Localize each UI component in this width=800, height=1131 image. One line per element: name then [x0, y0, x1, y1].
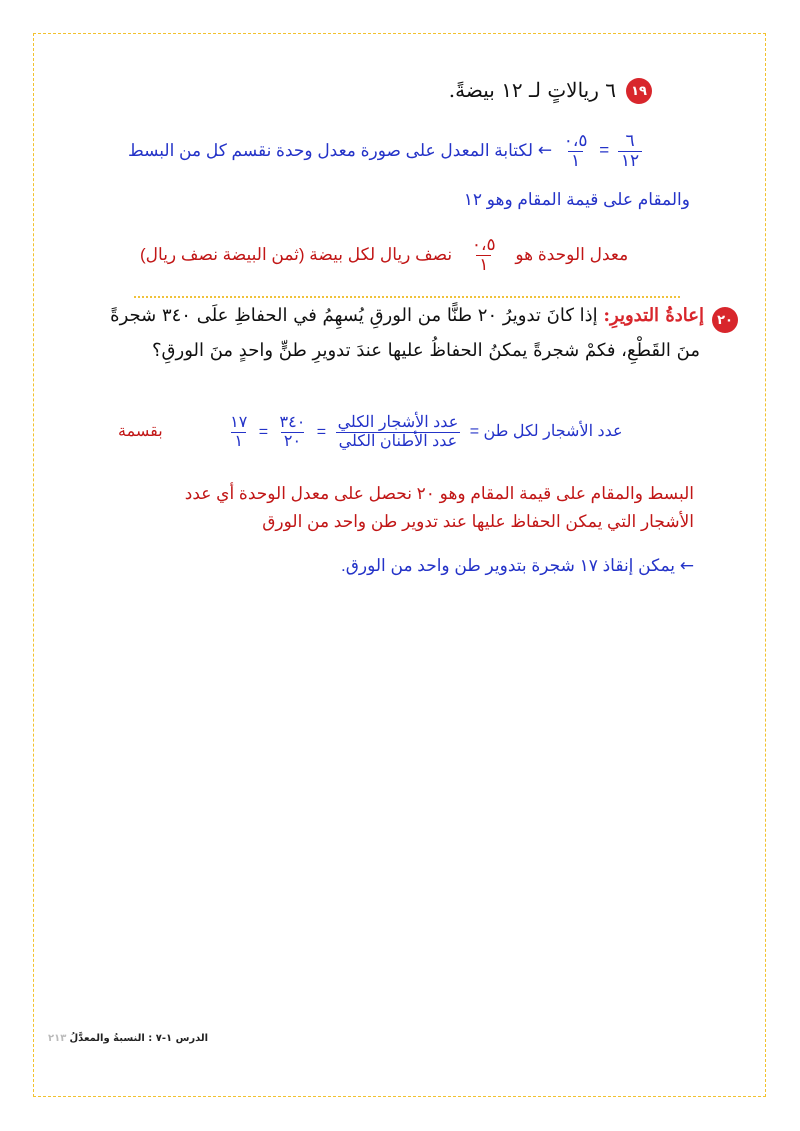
answer-20-conclusion: يمكن إنقاذ ١٧ شجرة بتدوير طن واحد من الورق.: [340, 556, 676, 575]
question-20-title: إعادةُ التدويرِ:: [603, 305, 704, 326]
equals-sign: =: [258, 423, 269, 441]
fraction-unit-rate: [561, 132, 591, 170]
answer-19-line-2: والمقام على قيمة المقام وهو ١٢: [463, 190, 690, 209]
fraction-denominator: ١٢: [618, 151, 642, 171]
fraction-denominator: ٢٠: [281, 432, 304, 451]
fraction-numerator: ٦: [625, 131, 635, 150]
answer-19-line-1: [128, 132, 646, 170]
page-footer: [48, 1033, 208, 1044]
answer-20-equation-label: عدد الأشجار لكل طن =: [469, 423, 623, 441]
fraction-unit-rate-result: [469, 236, 499, 274]
fraction-denominator: ١: [231, 432, 246, 451]
question-19-text: ٦ ريالاتٍ لـ ١٢ بيضةً.: [448, 78, 616, 102]
answer-20-line-4: [341, 556, 694, 576]
answer-20-line-3: الأشجار التي يمكن الحفاظ عليها عند تدوير طن واحد من الورق: [262, 512, 694, 531]
fraction-word-formula: [335, 414, 462, 450]
question-20-text-1: إذا كانَ تدويرُ ٢٠ طنًّا من الورقِ يُسهِمُ في الحفاظِ علَى ٣٤٠ شجرةً: [110, 305, 598, 326]
question-number-badge-20: [712, 307, 738, 333]
question-20-line-2: منَ القَطْعِ، فكمْ شجرةً يمكنُ الحفاظُ عليها عندَ تدويرِ طنٍّ واحدٍ منَ الورقِ؟: [152, 340, 700, 361]
fraction-denominator: ١: [568, 151, 583, 171]
equals-sign: =: [599, 140, 610, 160]
answer-19-line-3-suffix: نصف ريال لكل بيضة (ثمن البيضة نصف ريال): [140, 244, 453, 264]
answer-19-line-3-prefix: معدل الوحدة هو: [515, 244, 629, 264]
answer-20-line-2: البسط والمقام على قيمة المقام وهو ٢٠ نحصل على معدل الوحدة أي عدد: [184, 484, 694, 503]
footer-lesson-label: الدرس ١-٧ : النسبةُ والمعدَّلُ: [69, 1033, 209, 1044]
fraction-trees-per-ton: [227, 414, 250, 450]
question-number-badge-19: [626, 78, 652, 104]
fraction-numerator: عدد الأشجار الكلي: [337, 414, 459, 431]
fraction-original-rate: [618, 132, 642, 170]
arrow-left-icon: ←: [679, 556, 694, 576]
arrow-left-icon: ←: [537, 140, 552, 161]
answer-20-equation-line: [118, 414, 623, 450]
section-divider: [134, 296, 680, 298]
answer-19-line-3: [140, 236, 628, 274]
footer-page-number: ٢١٣: [48, 1033, 67, 1044]
question-20-line-1: [110, 305, 704, 326]
fraction-numerator: ٠،٥: [563, 131, 588, 150]
fraction-numerator: ١٧: [230, 414, 248, 431]
equals-sign: =: [316, 423, 327, 441]
answer-20-trailing-word: بقسمة: [118, 423, 163, 441]
fraction-given-values: [277, 414, 309, 450]
fraction-numerator: ٣٤٠: [279, 414, 306, 431]
fraction-denominator: عدد الأطنان الكلي: [336, 432, 461, 451]
fraction-denominator: ١: [476, 255, 491, 275]
fraction-numerator: ٠،٥: [471, 235, 496, 254]
answer-19-line-1-text: لكتابة المعدل على صورة معدل وحدة نقسم كل من البسط: [128, 140, 534, 160]
question-number-20: ٢٠: [717, 312, 733, 328]
question-number-19: ١٩: [631, 83, 647, 99]
